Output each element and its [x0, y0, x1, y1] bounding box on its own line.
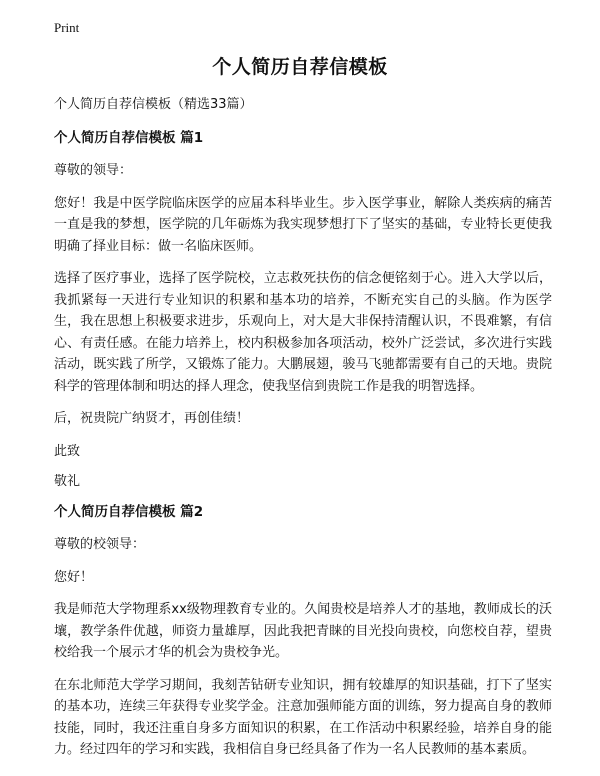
section-1-paragraph: 后，祝贵院广纳贤才，再创佳绩！: [54, 411, 250, 426]
document-title: 个人简历自荐信模板: [212, 56, 388, 78]
section-1-closing: 此致: [54, 443, 81, 459]
print-label[interactable]: Print: [54, 20, 80, 35]
section-2-paragraph: 在东北师范大学学习期间，我刻苦钻研专业知识，拥有较雄厚的知识基础，打下了坚实的基本功，连续三年获得专业奖学金。注意加强师能方面的训练，努力提高自身的教师技能，同时，我还注重自身多方面知识的积累，在工作活动中积累经验，培养自身的能力。经过四年的学习和实践，我相信自身已经具备了作为一名人民教师的基本素质。: [54, 677, 552, 757]
section-1-paragraph: 选择了医疗事业，选择了医学院校，立志救死扶伤的信念便铭刻于心。进入大学以后，我抓紧每一天进行专业知识的积累和基本功的培养，不断充实自己的头脑。作为医学生，我在思想上积极要求进步，乐观向上，对大是大非保持清醒认识，不畏难繁，有信心、有责任感。在能力培养上，校内积极参加各项活动，校外广泛尝试，多次进行实践活动，既实践了所学，又锻炼了能力。大鹏展翅，骏马飞驰都需要有自己的天地。贵院科学的管理体制和明达的择人理念，使我坚信到贵院工作是我的明智选择。: [54, 271, 552, 394]
section-2-paragraph: 我是师范大学物理系xx级物理教育专业的。久闻贵校是培养人才的基地，教师成长的沃壤，教学条件优越，师资力量雄厚，因此我把青睐的目光投向贵校，向您校自荐，望贵校给我一个展示才华的机会为贵校争光。: [54, 602, 552, 660]
document-body: [54, 94, 552, 772]
document-subtitle: 个人简历自荐信模板（精选33篇）: [54, 97, 253, 112]
section-1-closing: 敬礼: [54, 474, 81, 489]
section-2-paragraph: 您好！: [54, 569, 94, 585]
section-1-paragraph: 您好！我是中医学院临床医学的应届本科毕业生。步入医学事业，解除人类疾病的痛苦一直是我的梦想，医学院的几年砺炼为我实现梦想打下了坚实的基础，专业特长更使我明确了择业目标：做一名临床医师。: [54, 195, 552, 254]
section-2-salutation: 尊敬的校领导：: [54, 537, 146, 552]
section-2-heading: 个人简历自荐信模板 篇2: [54, 503, 204, 520]
section-1-heading: 个人简历自荐信模板 篇1: [54, 129, 204, 146]
section-1-salutation: 尊敬的领导：: [54, 163, 133, 178]
